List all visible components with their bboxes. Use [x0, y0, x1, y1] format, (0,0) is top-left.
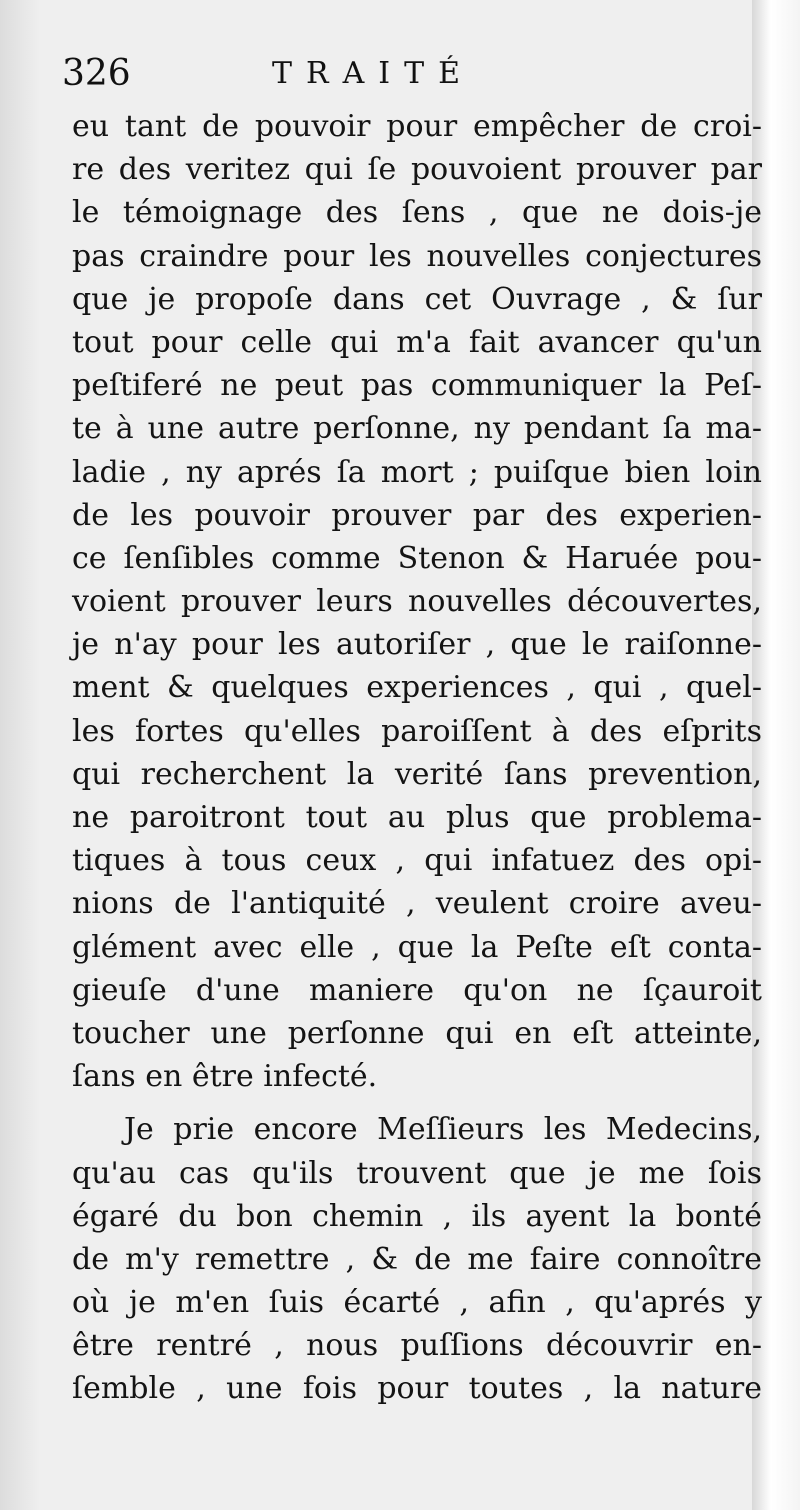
- running-title: TRAITÉ: [272, 56, 475, 91]
- text-line: ce ſenſibles comme Stenon & Haruée pou-: [72, 540, 762, 576]
- text-line: tiques à tous ceux , qui infatuez des opi-: [72, 843, 762, 879]
- text-line: ne paroitront tout au plus que problema-: [72, 800, 762, 835]
- paragraph-2: [72, 1108, 762, 1410]
- text-line: re des veritez qui ſe pouvoient prouver par: [72, 152, 762, 188]
- text-line: nions de l'antiquité , veulent croire aveu-: [72, 886, 762, 922]
- text-line: que je propoſe dans cet Ouvrage , & ſur: [72, 281, 762, 317]
- text-line: égaré du bon chemin , ils ayent la bonté: [72, 1198, 762, 1234]
- text-line: ſemble , une fois pour toutes , la nature: [72, 1371, 762, 1407]
- page-number: 326: [62, 53, 131, 94]
- text-line: Je prie encore Meſſieurs les Medecins,: [124, 1112, 762, 1148]
- text-line: être rentré , nous puſſions découvrir en-: [72, 1328, 762, 1364]
- text-line: de les pouvoir prouver par des experien-: [72, 497, 762, 533]
- text-line: je n'ay pour les autoriſer , que le raiſonne-: [72, 627, 762, 663]
- text-line: le témoignage des ſens , que ne dois-je: [72, 195, 762, 231]
- text-line: voient prouver leurs nouvelles découvertes,: [72, 584, 762, 620]
- gutter-shadow: [0, 0, 40, 1510]
- text-line: pas craindre pour les nouvelles conjectures: [72, 238, 762, 274]
- text-line: peſtiferé ne peut pas communiquer la Peſ-: [72, 368, 762, 404]
- running-header: [62, 50, 542, 100]
- text-line: eu tant de pouvoir pour empêcher de croi-: [72, 109, 762, 144]
- text-line: ladie , ny aprés ſa mort ; puiſque bien loin: [72, 454, 762, 490]
- text-line: te à une autre perſonne, ny pendant ſa ma-: [72, 411, 762, 447]
- text-line: les fortes qu'elles paroiſſent à des eſprits: [72, 713, 762, 749]
- text-line: toucher une perſonne qui en eſt atteinte,: [72, 1015, 762, 1051]
- text-line: de m'y remettre , & de me faire connoître: [72, 1241, 762, 1277]
- text-line: ſans en être infecté.: [72, 1059, 378, 1095]
- text-line: qu'au cas qu'ils trouvent que je me ſois: [72, 1155, 762, 1191]
- body-text: [72, 105, 762, 1411]
- text-line: où je m'en ſuis écarté , afin , qu'aprés y: [72, 1285, 762, 1321]
- paragraph-1: [72, 105, 762, 1098]
- text-line: ment & quelques experiences , qui , quel-: [72, 670, 762, 706]
- text-line: tout pour celle qui m'a fait avancer qu'un: [72, 324, 762, 360]
- text-line: gieuſe d'une maniere qu'on ne ſçauroit: [72, 972, 762, 1008]
- paragraph-gap: [72, 1098, 762, 1108]
- text-line: glément avec elle , que la Peſte eſt conta-: [72, 929, 762, 965]
- text-line: qui recherchent la verité ſans prevention,: [72, 756, 762, 792]
